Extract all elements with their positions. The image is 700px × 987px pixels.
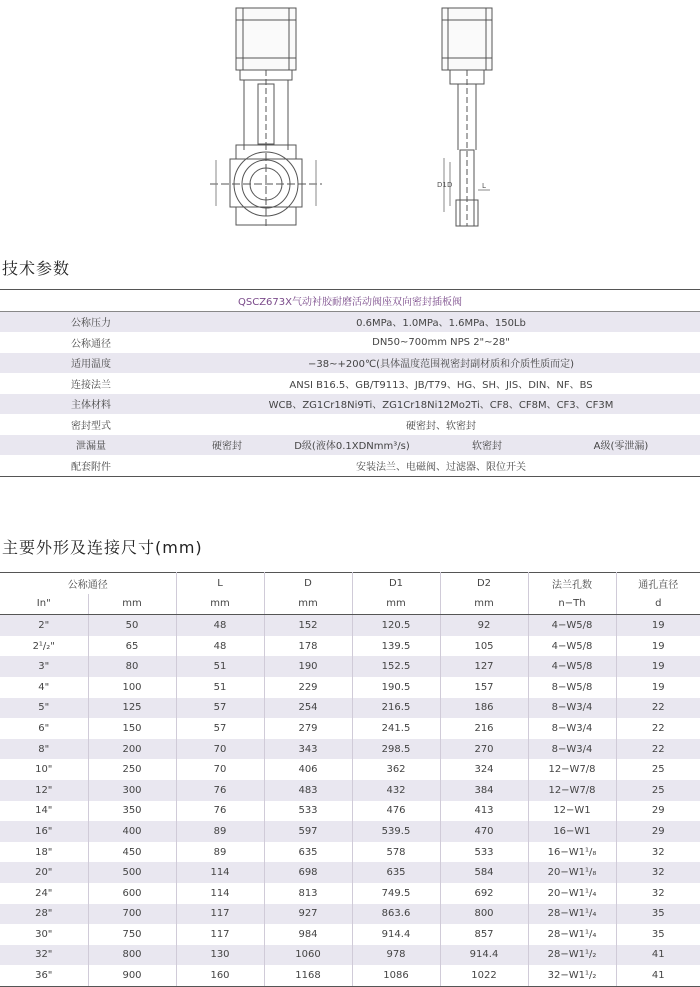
param-label: 公称通径	[71, 338, 111, 350]
table-cell: 539.5	[352, 821, 440, 842]
table-cell: 127	[440, 656, 528, 677]
table-cell: 20−W1¹/₄	[528, 883, 616, 904]
param-label: 连接法兰	[71, 379, 111, 391]
table-cell: 80	[88, 656, 176, 677]
table-cell: 597	[264, 821, 352, 842]
table-cell: 863.6	[352, 904, 440, 925]
param-label: 适用温度	[0, 353, 182, 374]
unit-d: mm	[264, 594, 352, 615]
table-cell: 22	[651, 722, 665, 734]
dim-label-d1: D1	[437, 181, 447, 189]
table-row	[0, 435, 700, 456]
table-cell: 48	[176, 615, 264, 636]
table-cell: 200	[88, 739, 176, 760]
table-cell: 76	[176, 780, 264, 801]
table-cell: 152.5	[352, 656, 440, 677]
table-cell: 12−W7/8	[528, 780, 616, 801]
table-cell: 700	[88, 904, 176, 925]
tech-params-title: 技术参数	[2, 259, 71, 278]
table-cell: 914.4	[352, 924, 440, 945]
table-cell: 857	[440, 924, 528, 945]
param-label: 配套附件	[0, 455, 182, 476]
table-cell: 500	[88, 862, 176, 883]
table-cell: 533	[264, 801, 352, 822]
table-cell: 1060	[264, 945, 352, 966]
unit-holes: n−Th	[528, 594, 616, 615]
tech-params-table	[0, 289, 700, 477]
table-cell: 254	[264, 698, 352, 719]
table-row	[0, 904, 700, 925]
table-cell: 14"	[0, 801, 88, 822]
dims-unit-row	[0, 594, 700, 615]
table-cell: 32"	[0, 945, 88, 966]
table-cell: 130	[176, 945, 264, 966]
unit-in: In"	[0, 594, 88, 615]
dim-label-d: D	[447, 181, 453, 189]
table-cell: 117	[176, 904, 264, 925]
table-cell: 25	[616, 780, 700, 801]
table-cell: 70	[176, 739, 264, 760]
table-row	[0, 718, 700, 739]
header-bore: 通孔直径	[616, 573, 700, 594]
table-row	[0, 698, 700, 719]
table-cell: 160	[176, 965, 264, 986]
table-cell: 12"	[0, 780, 88, 801]
table-cell: 35	[651, 928, 665, 940]
header-l: L	[176, 573, 264, 594]
header-holes: 法兰孔数	[528, 573, 616, 594]
table-cell: 12−W1	[528, 801, 616, 822]
table-cell: 16−W1¹/₈	[528, 842, 616, 863]
table-cell: 5"	[0, 698, 88, 719]
table-cell: 749.5	[352, 883, 440, 904]
table-row	[0, 759, 700, 780]
param-label: 主体材料	[0, 394, 182, 415]
table-cell: 8−W5/8	[528, 677, 616, 698]
unit-bore: d	[616, 594, 700, 615]
table-cell: 984	[264, 924, 352, 945]
table-row	[0, 924, 700, 945]
table-cell: 19	[616, 615, 700, 636]
table-cell: 8−W3/4	[528, 739, 616, 760]
table-cell: 100	[88, 677, 176, 698]
unit-mm: mm	[88, 594, 176, 615]
table-cell: 25	[651, 764, 665, 776]
table-cell: 76	[176, 801, 264, 822]
table-cell: 698	[264, 862, 352, 883]
table-cell: 51	[176, 656, 264, 677]
table-cell: 635	[264, 842, 352, 863]
table-cell: 22	[616, 739, 700, 760]
table-row	[0, 615, 700, 636]
table-cell: 4−W5/8	[528, 656, 616, 677]
table-cell: 190	[264, 656, 352, 677]
table-cell: 29	[616, 821, 700, 842]
table-cell: 1022	[440, 965, 528, 986]
dim-label-l: L	[482, 182, 486, 190]
dimensions-table	[0, 572, 700, 987]
table-cell: 476	[352, 801, 440, 822]
table-cell: 635	[352, 862, 440, 883]
header-d2: D2	[440, 573, 528, 594]
param-value: −38~+200℃(具体温度范围视密封副材质和介质性质而定)	[182, 353, 700, 374]
table-cell: 28−W1¹/₂	[528, 945, 616, 966]
table-cell: 250	[88, 759, 176, 780]
table-cell: 32	[651, 887, 665, 899]
table-cell: 978	[352, 945, 440, 966]
param-value: 硬密封、软密封	[406, 420, 476, 432]
header-d1: D1	[352, 573, 440, 594]
param-label: 密封型式	[71, 420, 111, 432]
table-cell: 362	[352, 759, 440, 780]
table-row	[0, 394, 700, 415]
param-value: D级(液体0.1XDNmm³/s)	[272, 435, 432, 456]
table-cell: 89	[176, 842, 264, 863]
table-cell: 1168	[264, 965, 352, 986]
table-cell: 70	[176, 759, 264, 780]
param-value: A级(零泄漏)	[542, 435, 700, 456]
table-cell: 50	[88, 615, 176, 636]
table-cell: 229	[264, 677, 352, 698]
unit-d2: mm	[440, 594, 528, 615]
table-row	[0, 883, 700, 904]
table-cell: 35	[616, 904, 700, 925]
table-cell: 1086	[352, 965, 440, 986]
table-cell: 19	[616, 656, 700, 677]
table-row	[0, 636, 700, 657]
table-cell: 343	[264, 739, 352, 760]
table-cell: 8−W3/4	[528, 698, 616, 719]
table-cell: 12−W7/8	[528, 759, 616, 780]
table-cell: 117	[176, 924, 264, 945]
table-cell: 298.5	[352, 739, 440, 760]
param-value: 硬密封	[182, 435, 272, 456]
table-row	[0, 656, 700, 677]
header-dn: 公称通径	[0, 573, 176, 594]
param-value: 软密封	[432, 435, 542, 456]
table-row	[0, 965, 700, 986]
table-row	[0, 945, 700, 966]
table-cell: 29	[651, 805, 665, 817]
table-cell: 270	[440, 739, 528, 760]
table-cell: 8"	[0, 739, 88, 760]
table-cell: 89	[176, 821, 264, 842]
table-cell: 584	[440, 862, 528, 883]
table-row	[0, 842, 700, 863]
side-view-drawing	[442, 8, 492, 226]
table-cell: 186	[440, 698, 528, 719]
table-cell: 28"	[0, 904, 88, 925]
table-row	[0, 862, 700, 883]
table-cell: 178	[264, 636, 352, 657]
param-value: DN50~700mm NPS 2"~28"	[372, 336, 510, 348]
table-cell: 48	[176, 636, 264, 657]
table-cell: 190.5	[352, 677, 440, 698]
table-cell: 406	[264, 759, 352, 780]
table-cell: 413	[440, 801, 528, 822]
table-row	[0, 373, 700, 394]
table-cell: 20"	[0, 862, 88, 883]
table-cell: 533	[440, 842, 528, 863]
table-cell: 2¹/₂"	[0, 636, 88, 657]
table-cell: 57	[176, 698, 264, 719]
table-cell: 120.5	[352, 615, 440, 636]
table-cell: 4−W5/8	[528, 615, 616, 636]
param-label: 泄漏量	[0, 435, 182, 456]
table-cell: 450	[88, 842, 176, 863]
table-cell: 216.5	[352, 698, 440, 719]
table-cell: 350	[88, 801, 176, 822]
table-cell: 20−W1¹/₈	[528, 862, 616, 883]
table-cell: 57	[176, 718, 264, 739]
table-cell: 22	[616, 698, 700, 719]
param-value: 安装法兰、电磁阀、过滤器、限位开关	[182, 455, 700, 476]
table-cell: 114	[176, 862, 264, 883]
table-cell: 914.4	[440, 945, 528, 966]
table-cell: 139.5	[352, 636, 440, 657]
table-cell: 3"	[0, 656, 88, 677]
table-cell: 470	[440, 821, 528, 842]
table-cell: 692	[440, 883, 528, 904]
table-cell: 216	[440, 718, 528, 739]
table-cell: 2"	[0, 615, 88, 636]
table-cell: 324	[440, 759, 528, 780]
table-cell: 483	[264, 780, 352, 801]
param-value: WCB、ZG1Cr18Ni9Ti、ZG1Cr18Ni12Mo2Ti、CF8、CF8M、CF3、CF3M	[182, 394, 700, 415]
table-cell: 279	[264, 718, 352, 739]
table-cell: 600	[88, 883, 176, 904]
table-cell: 19	[651, 681, 665, 693]
table-cell: 4−W5/8	[528, 636, 616, 657]
dims-header-row	[0, 573, 700, 594]
table-row	[0, 821, 700, 842]
table-cell: 400	[88, 821, 176, 842]
unit-d1: mm	[352, 594, 440, 615]
table-cell: 6"	[0, 718, 88, 739]
tech-params-header-row	[0, 290, 700, 312]
table-cell: 10"	[0, 759, 88, 780]
table-cell: 432	[352, 780, 440, 801]
tech-params-header: QSCZ673X气动衬胶耐磨活动阀座双向密封插板阀	[0, 290, 700, 312]
table-cell: 800	[440, 904, 528, 925]
table-cell: 92	[440, 615, 528, 636]
table-cell: 8−W3/4	[528, 718, 616, 739]
table-row	[0, 353, 700, 374]
table-cell: 24"	[0, 883, 88, 904]
param-label: 公称压力	[0, 311, 182, 332]
table-cell: 32−W1¹/₂	[528, 965, 616, 986]
table-row	[0, 414, 700, 435]
table-cell: 18"	[0, 842, 88, 863]
table-cell: 32	[616, 862, 700, 883]
table-cell: 150	[88, 718, 176, 739]
header-d: D	[264, 573, 352, 594]
table-cell: 384	[440, 780, 528, 801]
param-value: ANSI B16.5、GB/T9113、JB/T79、HG、SH、JIS、DIN、NF、BS	[289, 379, 593, 391]
table-cell: 30"	[0, 924, 88, 945]
table-row	[0, 455, 700, 476]
unit-l: mm	[176, 594, 264, 615]
table-cell: 152	[264, 615, 352, 636]
table-cell: 16"	[0, 821, 88, 842]
table-cell: 125	[88, 698, 176, 719]
table-cell: 16−W1	[528, 821, 616, 842]
dimensions-title: 主要外形及连接尺寸(mm)	[2, 538, 203, 557]
table-cell: 19	[651, 640, 665, 652]
table-row	[0, 311, 700, 332]
dims-body	[0, 615, 700, 987]
table-cell: 157	[440, 677, 528, 698]
table-cell: 578	[352, 842, 440, 863]
table-cell: 241.5	[352, 718, 440, 739]
table-row	[0, 739, 700, 760]
table-cell: 105	[440, 636, 528, 657]
table-cell: 4"	[0, 677, 88, 698]
table-row	[0, 780, 700, 801]
table-cell: 28−W1¹/₄	[528, 924, 616, 945]
table-cell: 927	[264, 904, 352, 925]
table-row	[0, 801, 700, 822]
table-cell: 36"	[0, 965, 88, 986]
front-view-drawing	[210, 8, 322, 226]
table-cell: 41	[616, 965, 700, 986]
table-row	[0, 332, 700, 353]
table-cell: 28−W1¹/₄	[528, 904, 616, 925]
table-cell: 41	[616, 945, 700, 966]
param-value: 0.6MPa、1.0MPa、1.6MPa、150Lb	[182, 311, 700, 332]
table-cell: 65	[88, 636, 176, 657]
table-cell: 51	[176, 677, 264, 698]
table-cell: 900	[88, 965, 176, 986]
table-row	[0, 677, 700, 698]
table-cell: 750	[88, 924, 176, 945]
table-cell: 813	[264, 883, 352, 904]
table-cell: 800	[88, 945, 176, 966]
table-cell: 32	[651, 846, 665, 858]
valve-drawings	[0, 0, 700, 240]
table-cell: 114	[176, 883, 264, 904]
table-cell: 300	[88, 780, 176, 801]
